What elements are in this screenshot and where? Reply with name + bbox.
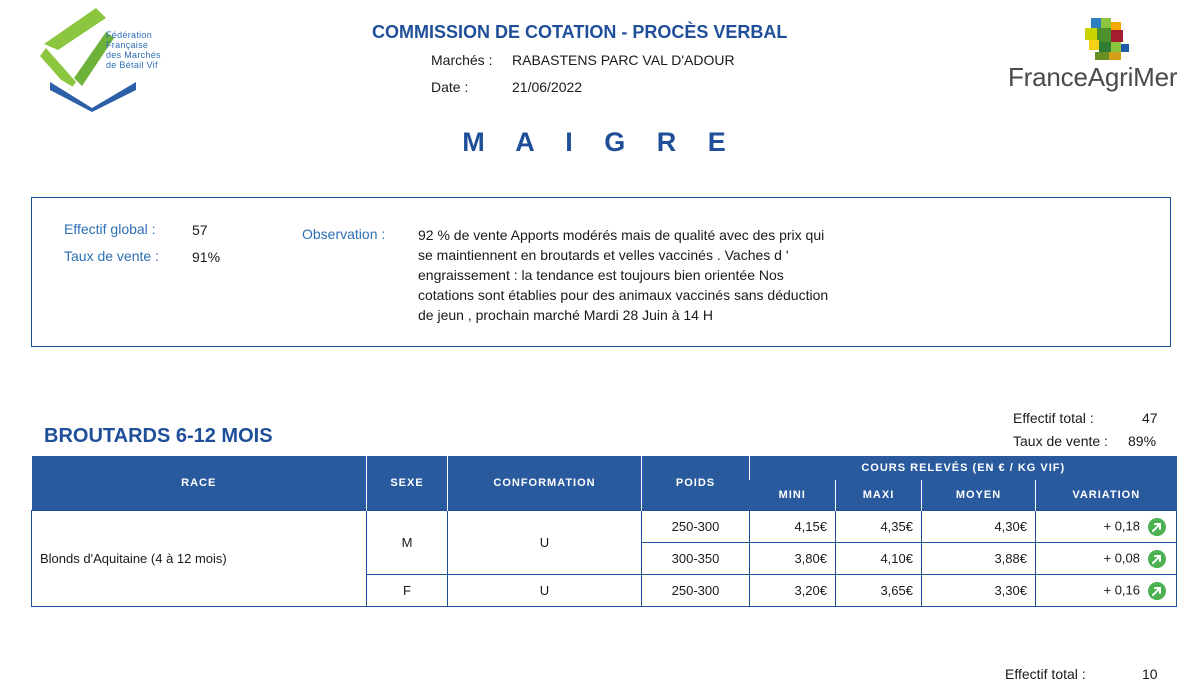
ffmbv-logo-text <box>106 30 196 70</box>
mini-cell: 3,20€ <box>750 575 836 607</box>
maxi-cell: 4,35€ <box>836 511 922 543</box>
header-cours: COURS RELEVÉS (EN € / KG VIF) <box>750 456 1177 480</box>
conformation-cell: U <box>448 575 642 607</box>
observation-label: Observation : <box>302 226 386 242</box>
conformation-cell: U <box>448 511 642 575</box>
observation-line: 92 % de vente Apports modérés mais de qualité avec des prix qui <box>418 227 825 243</box>
poids-cell: 250-300 <box>642 511 750 543</box>
effectif-global-label: Effectif global : <box>64 221 156 237</box>
header-variation: VARIATION <box>1036 480 1177 511</box>
variation-value: + 0,18 <box>1103 517 1140 533</box>
header-poids: POIDS <box>642 456 750 511</box>
race-cell: Blonds d'Aquitaine (4 à 12 mois) <box>32 511 367 607</box>
date-label: Date : <box>431 79 469 95</box>
moyen-cell: 4,30€ <box>922 511 1036 543</box>
poids-cell: 250-300 <box>642 575 750 607</box>
logo-line: Fédération <box>106 30 153 40</box>
document-title: COMMISSION DE COTATION - PROCÈS VERBAL <box>372 22 788 42</box>
maxi-cell: 3,65€ <box>836 575 922 607</box>
observation-line: se maintiennent en broutards et velles vaccinés . Vaches d ' <box>418 247 789 263</box>
taux-vente-value: 91% <box>192 249 221 265</box>
logo-line: de Bétail Vif <box>106 60 158 70</box>
mini-cell: 4,15€ <box>750 511 836 543</box>
franceagrimer-logo-text: FranceAgriMer <box>1008 62 1178 92</box>
taux-vente-section-value: 89% <box>1128 433 1157 449</box>
header-mini: MINI <box>750 480 836 511</box>
arrow-up-right-icon <box>1148 582 1166 600</box>
franceagrimer-logo-icon <box>1085 18 1133 60</box>
maxi-cell: 4,10€ <box>836 543 922 575</box>
poids-cell: 300-350 <box>642 543 750 575</box>
observation-line: de jeun , prochain marché Mardi 28 Juin à 14 H <box>418 307 713 323</box>
mini-cell: 3,80€ <box>750 543 836 575</box>
variation-cell <box>1036 543 1177 575</box>
page-title: M A I G R E <box>462 127 738 157</box>
next-effectif-total-label: Effectif total : <box>1005 666 1086 682</box>
cotation-table <box>31 456 1177 607</box>
variation-value: + 0,08 <box>1103 549 1140 565</box>
marches-label: Marchés : <box>431 52 493 68</box>
effectif-global-value: 57 <box>192 222 208 238</box>
date-value: 21/06/2022 <box>512 79 583 95</box>
effectif-total-label: Effectif total : <box>1013 410 1094 426</box>
variation-value: + 0,16 <box>1103 581 1140 597</box>
observation-line: cotations sont établies pour des animaux vaccinés sans déduction <box>418 287 829 303</box>
sexe-cell: F <box>367 575 448 607</box>
header-conformation: CONFORMATION <box>448 456 642 511</box>
taux-vente-section-label: Taux de vente : <box>1013 433 1108 449</box>
effectif-total-value: 47 <box>1142 410 1158 426</box>
next-effectif-total-value: 10 <box>1142 666 1158 682</box>
variation-cell <box>1036 575 1177 607</box>
observation-line: engraissement : la tendance est toujours bien orientée Nos <box>418 267 784 283</box>
header-sexe: SEXE <box>367 456 448 511</box>
logo-line: Française <box>106 40 149 50</box>
arrow-up-right-icon <box>1148 550 1166 568</box>
section-title: BROUTARDS 6-12 MOIS <box>44 425 273 447</box>
moyen-cell: 3,30€ <box>922 575 1036 607</box>
observation-text <box>418 225 918 325</box>
logo-line: des Marchés <box>106 50 161 60</box>
header-maxi: MAXI <box>836 480 922 511</box>
taux-vente-label: Taux de vente : <box>64 248 159 264</box>
table-row <box>32 511 1177 543</box>
arrow-up-right-icon <box>1148 518 1166 536</box>
variation-cell <box>1036 511 1177 543</box>
header-moyen: MOYEN <box>922 480 1036 511</box>
header-race: RACE <box>32 456 367 511</box>
marches-value: RABASTENS PARC VAL D'ADOUR <box>512 52 735 68</box>
moyen-cell: 3,88€ <box>922 543 1036 575</box>
sexe-cell: M <box>367 511 448 575</box>
